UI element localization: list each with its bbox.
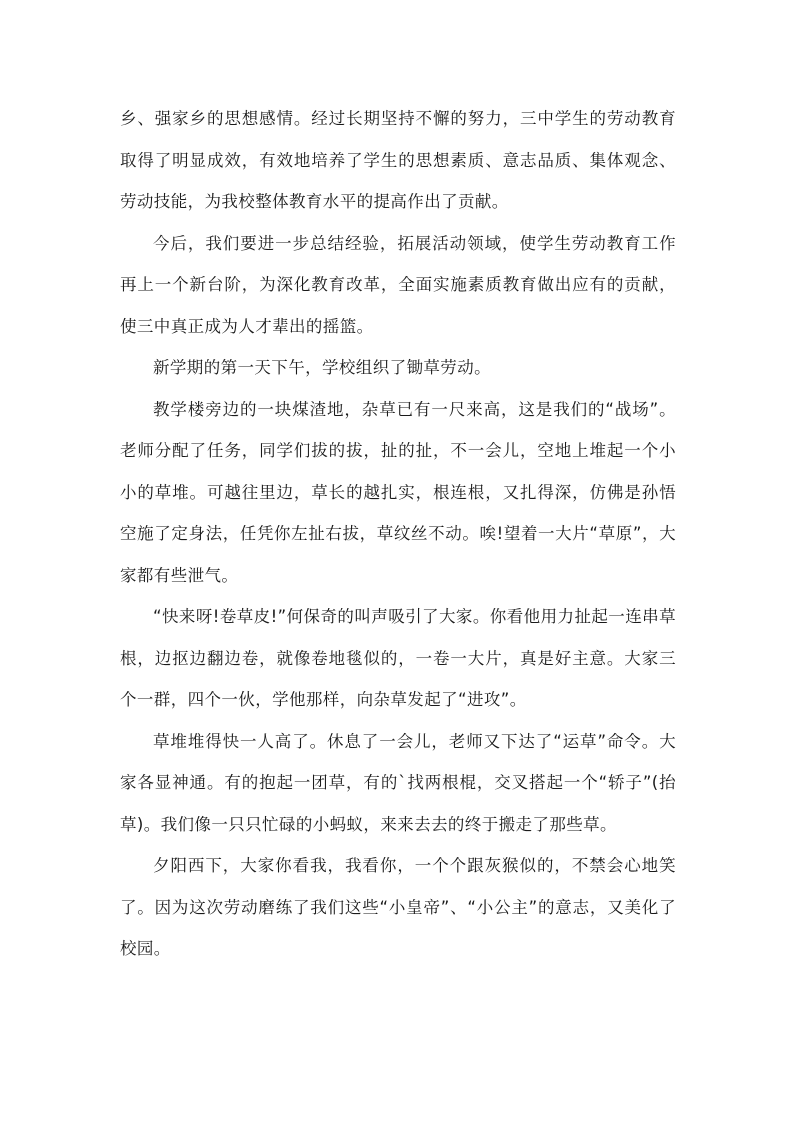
document-body (120, 98, 676, 970)
paragraph-sunset: 夕阳西下，大家你看我，我看你，一个个跟灰猴似的，不禁会心地笑了。因为这次劳动磨练了我们这些“小皇帝”、“小公主”的意志，又美化了校园。 (120, 856, 676, 958)
paragraph-transport-grass: 草堆堆得快一人高了。休息了一会儿，老师又下达了“运草”命令。大家各显神通。有的抱起一团草，有的`找两根棍，交叉搭起一个“轿子”(抬草)。我们像一只只忙碌的小蚂蚁，来来去去的终于搬走了那些草。 (120, 731, 676, 834)
paragraph-weeding-intro: 新学期的第一天下午，学校组织了锄草劳动。 (153, 358, 491, 377)
paragraph-future-plans: 今后，我们要进一步总结经验，拓展活动领域，使学生劳动教育工作再上一个新台阶，为深化教育改革，全面实施素质教育做出应有的贡献，使三中真正成为人才辈出的摇篮。 (120, 233, 676, 336)
paragraph-battlefield: 教学楼旁边的一块煤渣地，杂草已有一尺来高，这是我们的“战场”。老师分配了任务，同学们拔的拔，扯的扯，不一会儿，空地上堆起一个小小的草堆。可越往里边，草长的越扎实，根连根，又扎得深，仿佛是孙悟空施了定身法，任凭你左扯右拔，草纹丝不动。唉!望着一大片“草原”，大家都有些泄气。 (120, 399, 676, 585)
paragraph-continuation: 乡、强家乡的思想感情。经过长期坚持不懈的努力，三中学生的劳动教育取得了明显成效，有效地培养了学生的思想素质、意志品质、集体观念、劳动技能，为我校整体教育水平的提高作出了贡献。 (120, 109, 676, 211)
paragraph-roll-turf: “快来呀!卷草皮!”何保奇的叫声吸引了大家。你看他用力扯起一连串草根，边抠边翻边卷，就像卷地毯似的，一卷一大片，真是好主意。大家三个一群，四个一伙，学他那样，向杂草发起了“进攻”。 (120, 607, 676, 709)
